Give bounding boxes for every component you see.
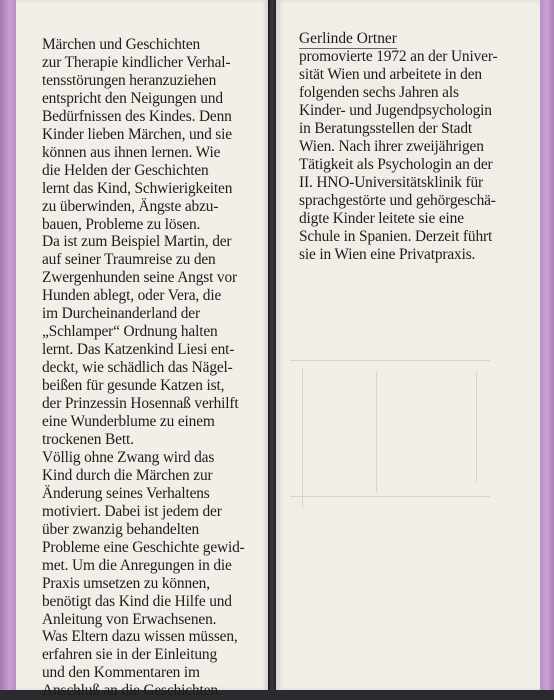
left-flap-panel — [16, 0, 268, 700]
right-flap-panel — [276, 0, 540, 690]
author-name: Gerlinde Ortner — [299, 30, 397, 47]
author-bio: promovierte 1972 an der Univer- sität Wien und arbeitete in den folgenden sechs Jahren als Kinder- und Jugendpsychologin in Beratungsstellen der Stadt Wien. Nach ihrer zweijährigen Tätigkeit als Psychologin an der II. HNO-Universitätsklinik für sprachgestörte und gehörgeschä- digte Kinder leitete sie eine Schule in Spanien. Derzeit führt sie in Wien eine Privatpraxis. — [299, 48, 498, 263]
center-fold — [268, 0, 276, 690]
faint-guide-line — [290, 360, 490, 361]
faint-guide-line — [290, 496, 490, 497]
blurb-text: Märchen und Geschichten zur Therapie kindlicher Verhal- tensstörungen heranzuziehen entspricht den Neigungen und Bedürfnissen des Kindes. Denn Kinder lieben Märchen, und sie können aus ihnen lernen. Wie die Helden der Geschichten lernt das Kind, Schwierigkeiten zu überwinden, Ängste abzu- bauen, Probleme zu lösen. Da ist zum Beispiel Martin, der auf seiner Traumreise zu den Zwergenhunden seine Angst vor Hunden ablegt, oder Vera, die im Durcheinanderland der „Schlamper“ Ordnung halten lernt. Das Katzenkind Liesi ent- deckt, wie schädlich das Nägel- beißen für gesunde Katzen ist, der Prinzessin Hosennaß verhilft eine Wunderblume zu einem trockenen Bett. Völlig ohne Zwang wird das Kind durch die Märchen zur Änderung seines Verhaltens motiviert. Dabei ist jedem der über zwanzig behandelten Probleme eine Geschichte gewid- met. Um die Anregungen in die Praxis umsetzen zu können, benötigt das Kind die Hilfe und Anleitung von Erwachsenen. Was Eltern dazu wissen müssen, erfahren sie in der Einleitung und den Kommentaren im Anschluß an die Geschichten. — [42, 36, 245, 700]
right-purple-edge — [540, 0, 554, 690]
faint-guide-line — [376, 372, 377, 492]
left-purple-edge — [0, 0, 16, 690]
faint-guide-line — [476, 372, 477, 482]
faint-guide-line — [302, 368, 303, 508]
